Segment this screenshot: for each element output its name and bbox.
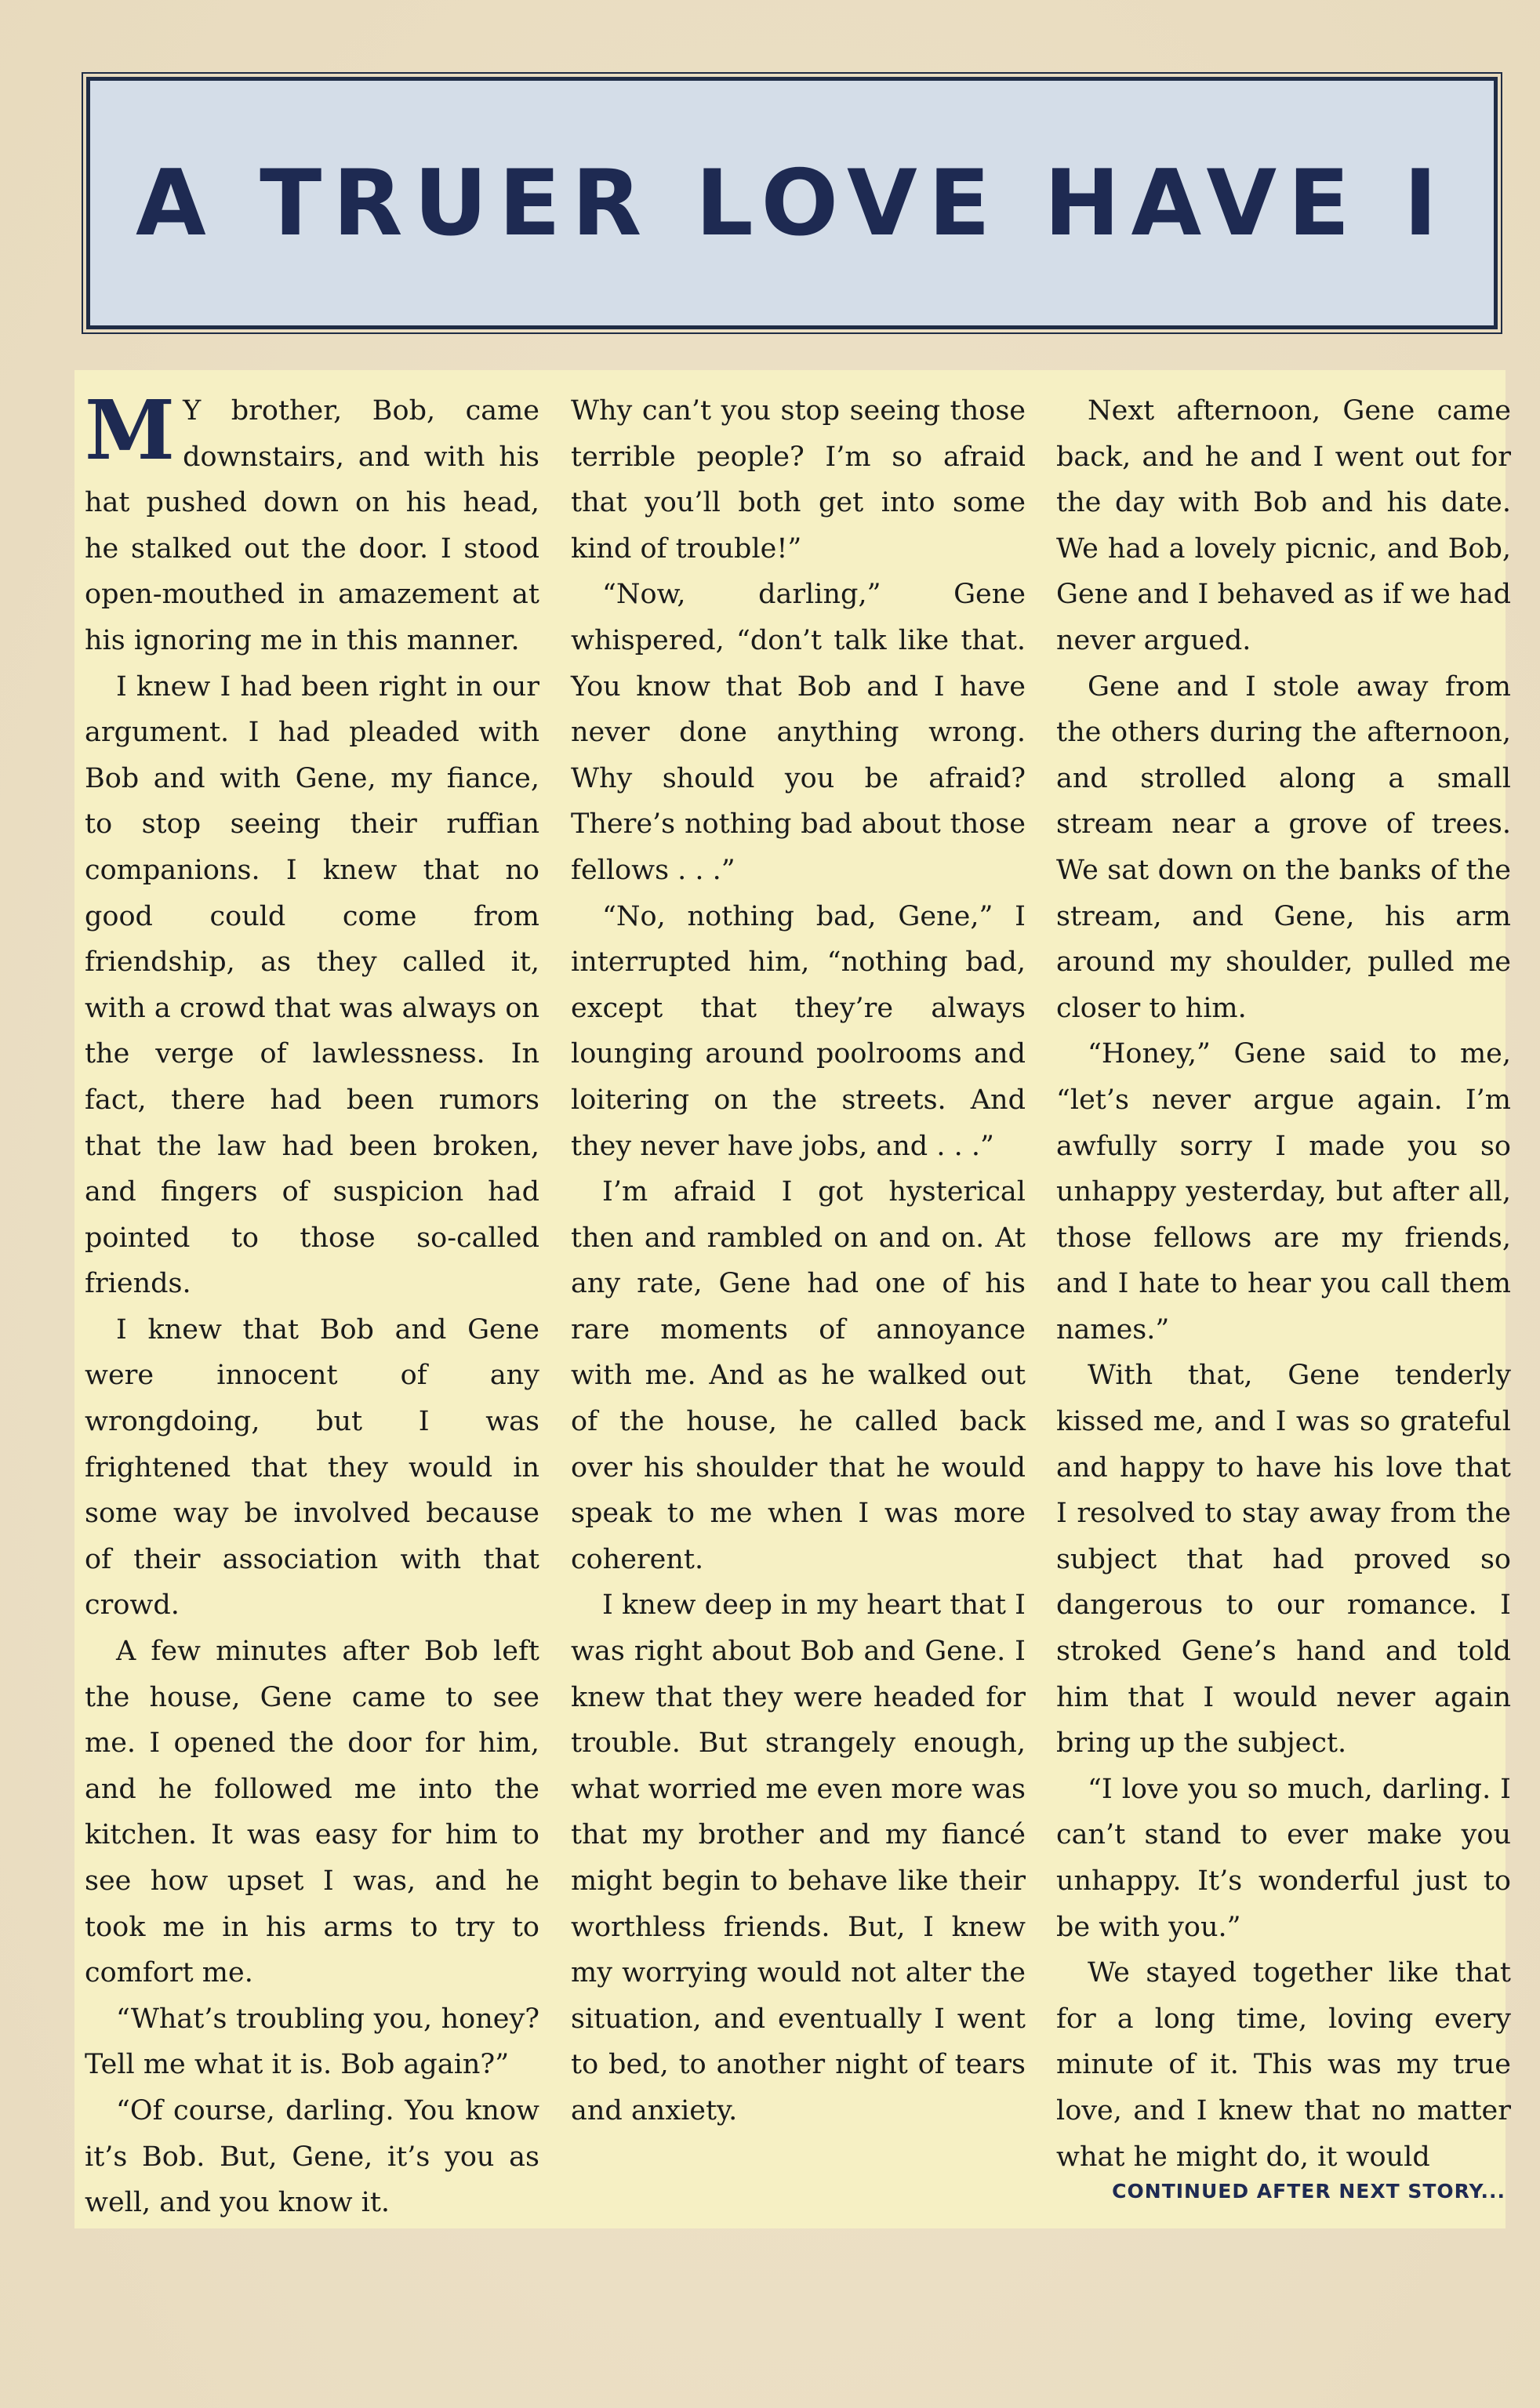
paragraph: “I love you so much, darling. I can’t stand to ever make you unhappy. It’s wonderful just to be with you.” xyxy=(1056,1773,1511,1943)
text-column-2 xyxy=(571,388,1026,2134)
paragraph: I knew that Bob and Gene were innocent of any wrongdoing, but I was frightened that they would in some way be involved because of their association with that crowd. xyxy=(85,1313,539,1622)
paragraph: Gene and I stole away from the others during the afternoon, and strolled along a small stream near a grove of trees. We sat down on the banks of the stream, and Gene, his arm around my shoulder, pulled me closer to him. xyxy=(1056,670,1511,1024)
paragraph: I knew I had been right in our argument. I had pleaded with Bob and with Gene, my fiance, to stop seeing their ruffian companions. I knew that no good could come from friendship, as they called it, with a crowd that was always on the verge of lawlessness. In fact, there had been rumors that the law had been broken, and fingers of suspicion had pointed to those so-called friends. xyxy=(85,670,539,1300)
paragraph: “Of course, darling. You know it’s Bob. But, Gene, it’s you as well, and you know it. xyxy=(85,2094,539,2219)
paragraph xyxy=(85,382,539,664)
text-column-3 xyxy=(1056,388,1511,2180)
continued-note: CONTINUED AFTER NEXT STORY... xyxy=(1112,2180,1505,2203)
drop-cap: M xyxy=(85,382,176,478)
paragraph: “What’s troubling you, honey? Tell me what it is. Bob again?” xyxy=(85,2003,539,2081)
paragraph: A few minutes after Bob left the house, Gene came to see me. I opened the door for him, and he followed me into the kitchen. It was easy for him to see how upset I was, and he took me in his arms to try to comfort me. xyxy=(85,1636,539,1989)
paragraph: Why can’t you stop seeing those terrible people? I’m so afraid that you’ll both get into some kind of trouble!” xyxy=(571,395,1026,565)
paragraph: With that, Gene tenderly kissed me, and I was so grateful and happy to have his love that I resolved to stay away from the subject that had proved so dangerous to our romance. I stroked Gene’s hand and told him that I would never again bring up the subject. xyxy=(1056,1360,1511,1760)
title-banner xyxy=(86,77,1498,329)
paragraph: We stayed together like that for a long time, loving every minute of it. This was my true love, and I knew that no matter what he might do, it would xyxy=(1056,1957,1511,2173)
paragraph: “Honey,” Gene said to me, “let’s never argue again. I’m awfully sorry I made you so unhappy yesterday, but after all, those fellows are my friends, and I hate to hear you call them names.” xyxy=(1056,1038,1511,1346)
story-title: A TRUER LOVE HAVE I xyxy=(136,150,1448,256)
text-column-1 xyxy=(85,382,539,2226)
paragraph: “Now, darling,” Gene whispered, “don’t talk like that. You know that Bob and I have never done anything wrong. Why should you be afraid? There’s nothing bad about those fellows . . .” xyxy=(571,579,1026,886)
paragraph: I knew deep in my heart that I was right about Bob and Gene. I knew that they were headed for trouble. But strangely enough, what worried me even more was that my brother and my fiancé might begin to behave like their worthless friends. But, I knew my worrying would not alter the situation, and eventually I went to bed, to another night of tears and anxiety. xyxy=(571,1589,1026,2127)
paragraph: I’m afraid I got hysterical then and rambled on and on. At any rate, Gene had one of his rare moments of annoyance with me. And as he walked out of the house, he called back over his shoulder that he would speak to me when I was more coherent. xyxy=(571,1176,1026,1575)
paragraph-text: Y brother, Bob, came downstairs, and with his hat pushed down on his head, he stalked out the door. I stood open-mouthed in amazement at his ignoring me in this manner. xyxy=(85,395,539,656)
paragraph: “No, nothing bad, Gene,” I interrupted him, “nothing bad, except that they’re always lounging around poolrooms and loitering on the streets. And they never have jobs, and . . .” xyxy=(571,900,1026,1162)
paragraph: Next afternoon, Gene came back, and he and I went out for the day with Bob and his date. We had a lovely picnic, and Bob, Gene and I behaved as if we had never argued. xyxy=(1056,395,1511,656)
